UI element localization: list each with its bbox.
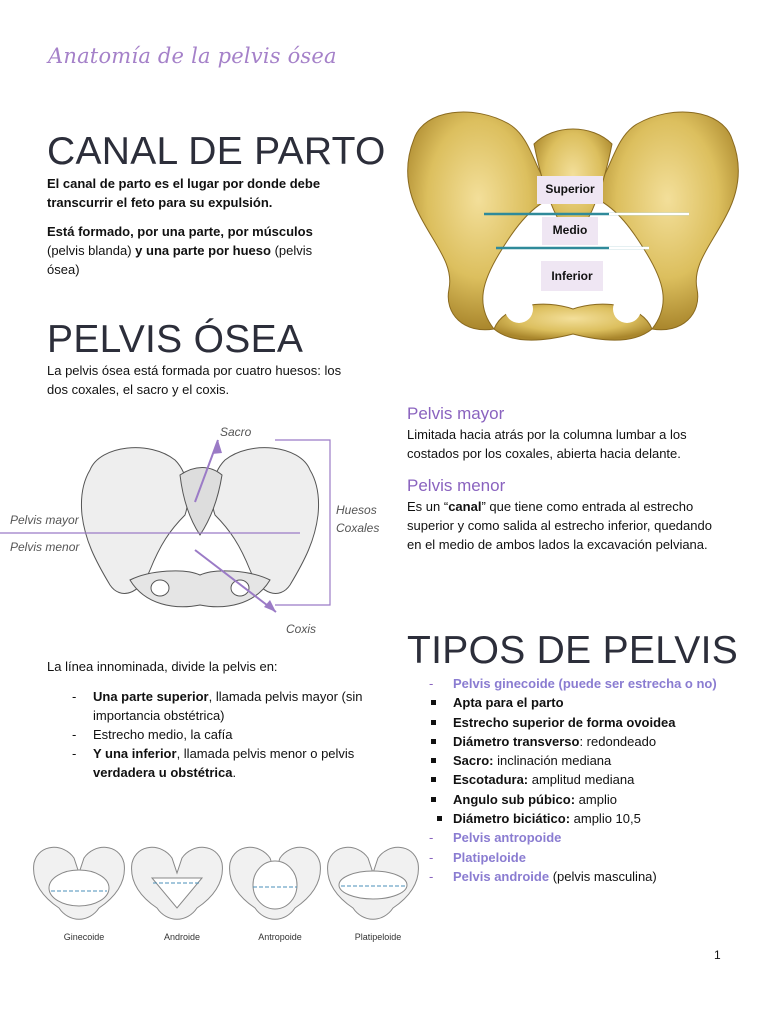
label-inferior: Inferior: [541, 261, 603, 291]
list-item: - Pelvis ginecoide (puede ser estrecha o no): [407, 674, 727, 693]
pelvis-mayor-text: Limitada hacia atrás por la columna lumbar a los costados por los coxales, abierta hacia delante.: [407, 427, 687, 461]
list-item: - Estrecho medio, la cafía: [47, 725, 377, 744]
label-medio: Medio: [542, 217, 598, 245]
list-item: - Pelvis androide (pelvis masculina): [407, 867, 727, 886]
thumb-label-antropoide: Antropoide: [258, 932, 302, 942]
list-item: Diámetro biciático: amplio 10,5: [407, 809, 727, 828]
innominada-intro: La línea innominada, divide la pelvis en:: [47, 659, 278, 674]
diagram-label-pelvis-menor: Pelvis menor: [10, 540, 80, 554]
diagram-label-huesos: Huesos: [336, 503, 377, 517]
list-item: Apta para el parto: [407, 693, 727, 712]
list-item: - Platipeloide: [407, 848, 727, 867]
section-title-canal: CANAL DE PARTO: [47, 130, 386, 173]
diagram-label-coxales: Coxales: [336, 521, 380, 535]
page-number: 1: [714, 948, 721, 962]
pelvis-menor-text: Es un “canal” que tiene como entrada al estrecho superior y como salida al estrecho inferior, quedando en el medio de ambos lados la excavación pelviana.: [407, 499, 712, 552]
pelvis-menor-heading: Pelvis menor: [407, 476, 506, 495]
list-item: Sacro: inclinación mediana: [407, 751, 727, 770]
innominada-list: [47, 687, 377, 782]
diagram-label-sacro: Sacro: [220, 425, 252, 439]
list-item: Angulo sub púbico: amplio: [407, 790, 727, 809]
pelvis-types-illustration: [24, 838, 424, 948]
canal-paragraph-1: El canal de parto es el lugar por donde debe transcurrir el feto para su expulsión.: [47, 176, 321, 210]
list-item: Escotadura: amplitud mediana: [407, 770, 727, 789]
label-superior: Superior: [537, 176, 603, 204]
list-item: Diámetro transverso: redondeado: [407, 732, 727, 751]
canal-paragraph-2: Está formado, por una parte, por músculos (pelvis blanda) y una parte por hueso (pelvis ósea): [47, 224, 313, 277]
document-header-title: Anatomía de la pelvis ósea: [48, 44, 337, 68]
list-item: - Pelvis antropoide: [407, 828, 727, 847]
tipos-list: [407, 674, 727, 886]
list-item: Estrecho superior de forma ovoidea: [407, 713, 727, 732]
list-item: - Y una inferior, llamada pelvis menor o pelvis verdadera u obstétrica.: [47, 744, 377, 782]
thumb-label-androide: Androide: [163, 932, 201, 942]
diagram-label-coxis: Coxis: [286, 622, 317, 636]
diagram-label-pelvis-mayor: Pelvis mayor: [10, 513, 79, 527]
list-item: - Una parte superior, llamada pelvis mayor (sin importancia obstétrica): [47, 687, 377, 725]
thumb-label-ginecoide: Ginecoide: [63, 932, 105, 942]
osea-paragraph: La pelvis ósea está formada por cuatro huesos: los dos coxales, el sacro y el coxis.: [47, 363, 342, 397]
pelvis-canal-illustration: [404, 104, 742, 344]
pelvis-mayor-heading: Pelvis mayor: [407, 404, 505, 423]
thumb-label-platipeloide: Platipeloide: [354, 932, 402, 942]
section-title-tipos: TIPOS DE PELVIS: [407, 629, 739, 672]
pelvis-diagram: [0, 420, 400, 640]
section-title-osea: PELVIS ÓSEA: [47, 318, 304, 361]
